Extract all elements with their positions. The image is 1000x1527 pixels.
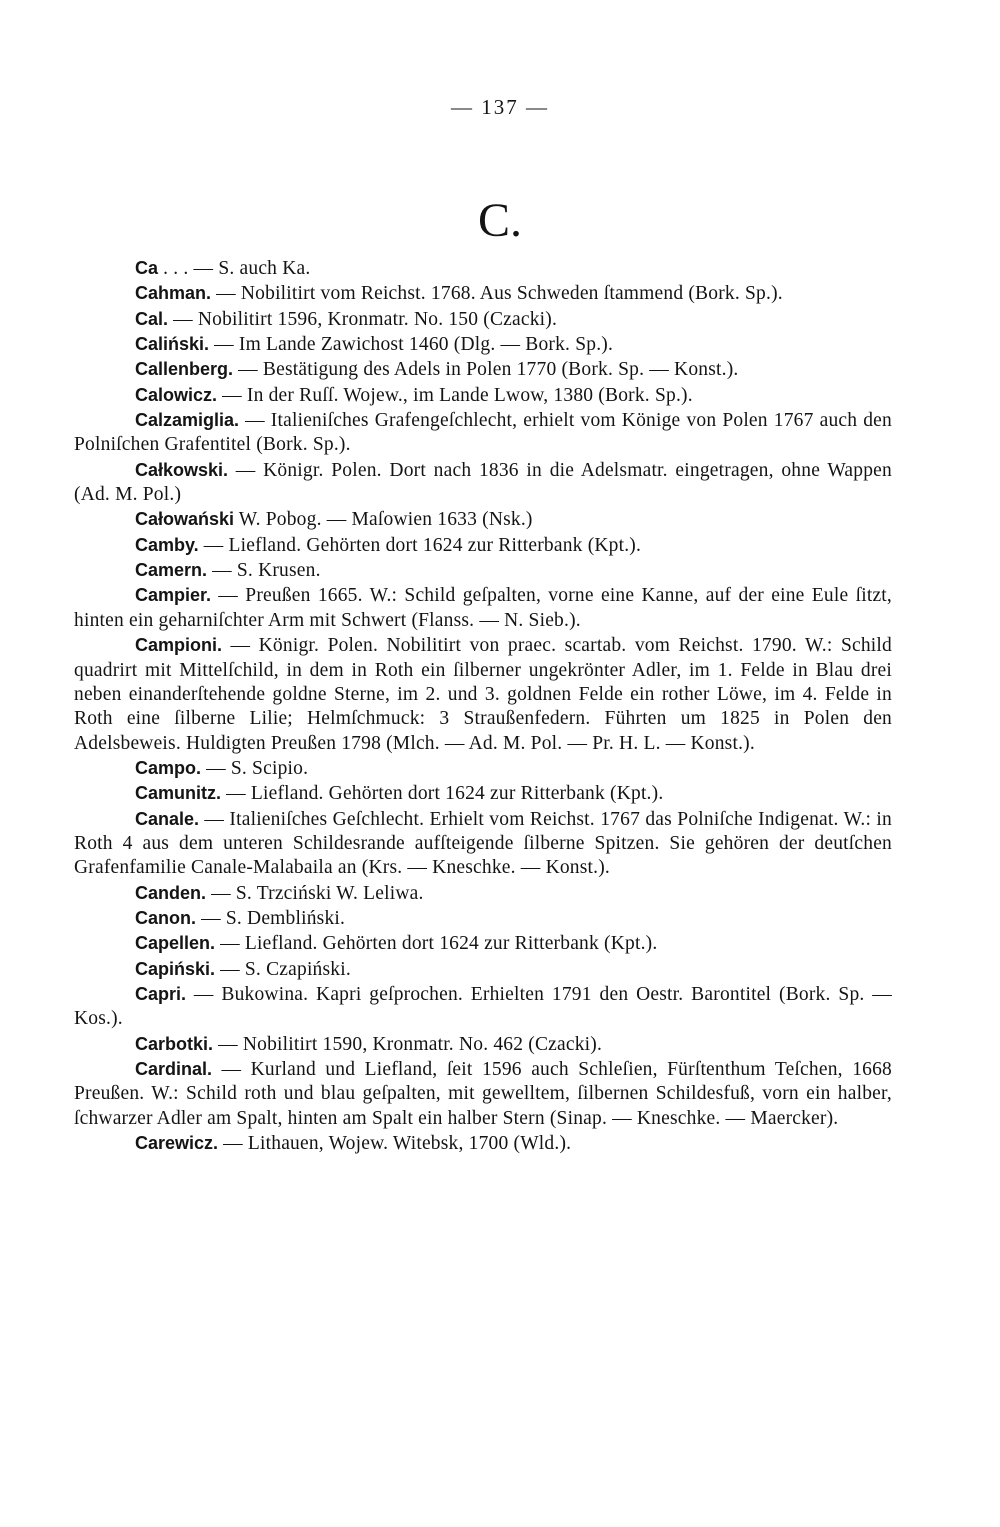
dictionary-entry xyxy=(74,583,892,633)
entry-text: — Preußen 1665. W.: Schild geſpalten, vorne eine Kanne, auf der eine Eule ſitzt, hinten ein geharniſchter Arm mit Schwert (Flanss. — N. Sieb.). xyxy=(74,585,892,631)
entry-headword: Campier. xyxy=(135,585,212,606)
dictionary-entry xyxy=(74,1032,892,1057)
dictionary-entry xyxy=(74,1057,892,1131)
entry-text: — Liefland. Gehörten dort 1624 zur Ritterbank (Kpt.). xyxy=(221,783,664,805)
entry-headword: Carewicz. xyxy=(135,1133,219,1154)
entry-headword: Camern. xyxy=(135,560,208,581)
dictionary-entry xyxy=(74,906,892,931)
entry-headword: Capellen. xyxy=(135,933,216,954)
entry-headword: Campioni. xyxy=(135,635,223,656)
entry-headword: Canon. xyxy=(135,907,196,928)
dictionary-entry xyxy=(74,408,892,458)
entry-headword: Campo. xyxy=(135,757,202,778)
dictionary-entry xyxy=(74,383,892,408)
entry-text: — S. Scipio. xyxy=(201,757,309,779)
entry-text: — Bukowina. Kapri geſprochen. Erhielten 1791 den Oestr. Barontitel (Bork. Sp. — Kos.). xyxy=(74,983,892,1030)
entry-text: — Bestätigung des Adels in Polen 1770 (Bork. Sp. — Konst.). xyxy=(233,359,739,381)
entry-text: — S. Trzciński W. Leliwa. xyxy=(206,882,424,904)
entry-headword: Całowański xyxy=(135,509,235,530)
dictionary-entry xyxy=(74,957,892,982)
entry-text: — Nobilitirt vom Reichst. 1768. Aus Schweden ſtammend (Bork. Sp.). xyxy=(211,283,783,305)
entry-text: — S. Czapiński. xyxy=(215,958,351,980)
entry-text: . . . — S. auch Ka. xyxy=(158,258,311,279)
entry-headword: Cahman. xyxy=(135,283,212,304)
entry-headword: Capri. xyxy=(135,983,187,1004)
entry-text: — In der Ruſſ. Wojew., im Lande Lwow, 1380 (Bork. Sp.). xyxy=(217,384,693,406)
entry-headword: Carbotki. xyxy=(135,1033,214,1054)
dictionary-entry xyxy=(74,931,892,956)
entry-headword: Camby. xyxy=(135,534,199,555)
entry-headword: Camunitz. xyxy=(135,783,222,804)
entry-headword: Cal. xyxy=(135,308,169,329)
entry-headword: Cardinal. xyxy=(135,1059,213,1079)
entry-text: — Kurland und Liefland, ſeit 1596 auch Schleſien, Fürſtenthum Teſchen, 1668 Preußen. W.: Schild roth und blau geſpalten, mit gewelltem, ſilbernen Schildesfuß, vorn ein halber, ſchwarzer Adler am Spalt, hinten am Spalt ein halber Stern (Sinap. — Kneschke. — Maercker). xyxy=(74,1059,892,1129)
entry-headword: Całkowski. xyxy=(135,459,229,480)
entry-text: — Nobilitirt 1596, Kronmatr. No. 150 (Czacki). xyxy=(168,308,558,330)
dictionary-entry xyxy=(74,807,892,881)
dictionary-entry xyxy=(74,256,892,281)
dictionary-entry xyxy=(74,281,892,306)
entry-text: — Lithauen, Wojew. Witebsk, 1700 (Wld.). xyxy=(218,1133,572,1155)
entry-headword: Ca xyxy=(135,258,159,278)
dictionary-entry xyxy=(74,533,892,558)
entry-text: — Königr. Polen. Dort nach 1836 in die Adelsmatr. eingetragen, ohne Wappen (Ad. M. Pol.) xyxy=(74,459,892,506)
entry-text: — S. Krusen. xyxy=(207,560,321,582)
dictionary-entry xyxy=(74,507,892,532)
entry-headword: Calzamiglia. xyxy=(135,410,240,431)
entry-headword: Calowicz. xyxy=(135,384,218,405)
dictionary-entry xyxy=(74,1131,892,1156)
dictionary-entry xyxy=(74,357,892,382)
dictionary-entry xyxy=(74,332,892,357)
dictionary-entry xyxy=(74,982,892,1032)
entry-text: — Italieniſches Geſchlecht. Erhielt vom Reichst. 1767 das Polniſche Indigenat. W.: in Roth 4 aus dem unteren Schildesrande aufſteigende ſilberne Spitzen. Sie gehören der deutſchen Grafenfamilie Canale-Malabaila an (Krs. — Kneschke. — Konst.). xyxy=(74,808,892,879)
entry-text: — Liefland. Gehörten dort 1624 zur Ritterbank (Kpt.). xyxy=(215,933,658,955)
dictionary-entry xyxy=(74,881,892,906)
page-number: — 137 — xyxy=(451,95,549,119)
dictionary-entry xyxy=(74,781,892,806)
entry-headword: Canden. xyxy=(135,882,207,903)
entry-text: — S. Dembliński. xyxy=(196,907,346,929)
entry-text: — Nobilitirt 1590, Kronmatr. No. 462 (Czacki). xyxy=(213,1033,603,1055)
entry-text: W. Pobog. — Maſowien 1633 (Nsk.) xyxy=(234,509,533,531)
entry-headword: Caliński. xyxy=(135,334,210,355)
entry-text: — Königr. Polen. Nobilitirt von praec. scartab. vom Reichst. 1790. W.: Schild quadrirt mit Mittelſchild, in dem in Roth ein ſilberner ungekrönter Adler, im 1. Felde in Blau drei neben einanderſtehende goldne Sterne, im 2. und 3. goldnen Felde ein rother Löwe, im 4. Felde in Roth eine ſilberne Lilie; Helmſchmuck: 3 Straußenfedern. Führten um 1825 in Polen den Adelsbeweis. Huldigten Preußen 1798 (Mlch. — Ad. M. Pol. — Pr. H. L. — Konst.). xyxy=(74,635,892,754)
entry-headword: Canale. xyxy=(135,808,200,829)
section-heading: C. xyxy=(477,194,522,247)
dictionary-entry xyxy=(74,458,892,508)
entry-text: — Im Lande Zawichost 1460 (Dlg. — Bork. Sp.). xyxy=(209,334,614,356)
dictionary-entry xyxy=(74,307,892,332)
entry-headword: Callenberg. xyxy=(135,359,234,380)
entry-headword: Capiński. xyxy=(135,958,216,979)
entry-list xyxy=(74,256,892,1156)
dictionary-entry xyxy=(74,633,892,756)
entry-text: — Italieniſches Grafengeſchlecht, erhielt vom Könige von Polen 1767 auch den Polniſchen Grafentitel (Bork. Sp.). xyxy=(74,410,892,456)
dictionary-entry xyxy=(74,756,892,781)
dictionary-entry xyxy=(74,558,892,583)
entry-text: — Liefland. Gehörten dort 1624 zur Ritterbank (Kpt.). xyxy=(198,534,642,556)
